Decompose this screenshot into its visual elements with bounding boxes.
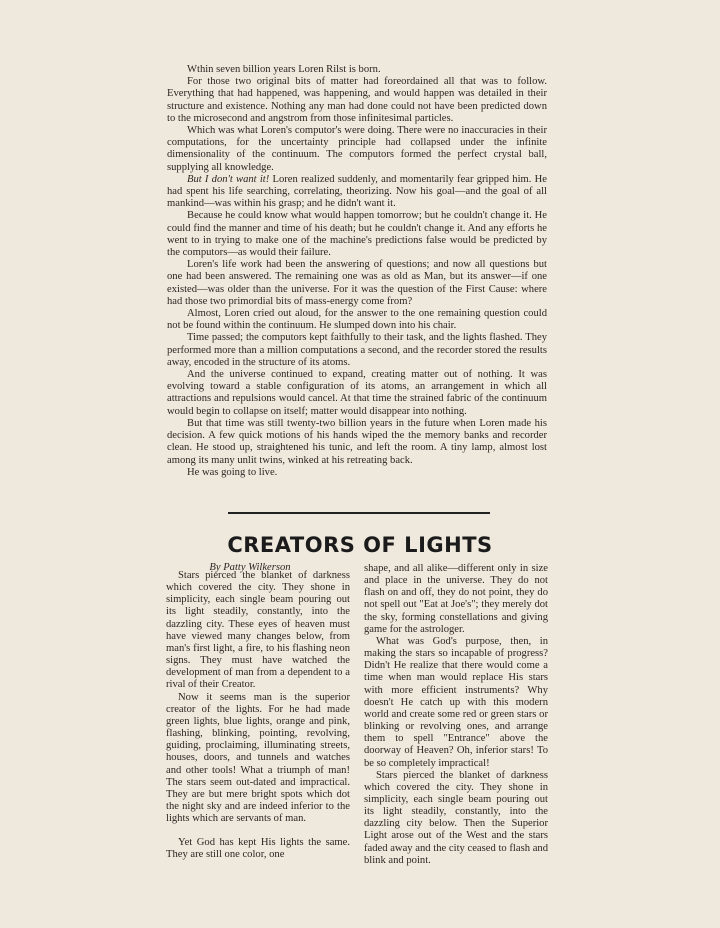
story-paragraph: Time passed; the computors kept faithfully to their task, and the lights flashed. They performed more than a million computations a second, and the recorder stored the results away, encoded in the structure of its atoms. (167, 332, 547, 368)
article-paragraph: Stars pierced the blanket of darkness which covered the city. They shone in simplicity, each single beam pouring out its light steadily, constantly, into the dazzling city. These eyes of heaven must have viewed many changes below, from man's first light, a fire, to his flashing neon signs. They must have watched the development of man from a dependent to a rival of their Creator. (166, 570, 350, 691)
article-paragraph: Yet God has kept His lights the same. They are still one color, one (166, 837, 350, 861)
article-paragraph: Stars pierced the blanket of darkness which covered the city. They shone in simplicity, each single beam pouring out its light steadily, constantly, into the dazzling city below. Then the Superior Light arose out of the West and the stars faded away and the city ceased to flash and blink and point. (364, 769, 548, 866)
story-paragraph: And the universe continued to expand, creating matter out of nothing. It was evolving toward a stable configuration of its atoms, an arrangement in which all attractions and repulsions would cancel. At that time the strained fabric of the continuum would begin to collapse on itself; matter would disappear into nothing. (167, 369, 547, 417)
story-paragraph: Loren's life work had been the answering of questions; and now all questions but one had been answered. The remaining one was as old as Man, but its answer—if one existed—was older than the universe. For it was the question of the First Cause: where had those two primordial bits of mass-energy come from? (167, 259, 547, 307)
story-paragraph: Which was what Loren's computor's were doing. There were no inaccuracies in their computations, for the uncertainty principle had collapsed under the infinite dimensionality of the continuum. The computors formed the perfect crystal ball, supplying all knowledge. (167, 125, 547, 173)
italic-exclamation: But I don't want it! (187, 173, 270, 185)
story-paragraph: Wthin seven billion years Loren Rilst is born. (187, 64, 381, 75)
story-paragraph: But that time was still twenty-two billion years in the future when Loren made his decision. A few quick motions of his hands wiped the the memory banks and recorder clean. He stood up, straightened his tunic, and left the room. A tiny lamp, almost lost among its many unlit twins, winked at his retreating back. (167, 417, 547, 466)
article-title: CREATORS OF LIGHTS (227, 533, 493, 557)
byline: By Patty Wilkerson (209, 562, 291, 573)
story-paragraph (167, 174, 547, 211)
paragraph-spacer (166, 825, 350, 837)
story-paragraph: For those two original bits of matter had foreordained all that was to follow. Everything that had happened, was happening, and would happen was detailed in their structure and existence. Nothing any man had done could not have been predicted down to the microsecond and angstrom from those infinitesimal particles. (167, 76, 547, 124)
story-paragraph: Because he could know what would happen tomorrow; but he couldn't change it. He could find the manner and time of his death; but he couldn't change it. And any efforts he went to in trying to make one of the machine's predictions false would be predicted by the computors—as would their failure. (167, 210, 547, 259)
story-continuation (167, 64, 547, 479)
article-paragraph: What was God's purpose, then, in making the stars so incapable of progress? Didn't He realize that there would come a time when man would replace His stars with more efficient instruments? Why doesn't He catch up with this modern world and create some red or green stars or blinking or revolving ones, and arrange them to spell "Entrance" above the doorway of Heaven? Oh, inferior stars! To be so completely impractical! (364, 635, 548, 769)
article-paragraph: shape, and all alike—different only in size and place in the universe. They do not flash on and off, they do not point, they do not spell out "Eat at Joe's"; they merely dot the sky, forming constellations and giving game for the astrologer. (364, 563, 548, 635)
story-paragraph: He was going to live. (187, 466, 278, 478)
story-paragraph-text: Loren realized suddenly, and momentarily fear gripped him. He had spent his life searching, correlating, theorizing. Now his goal—and the goal of all mankind—was within his grasp; and he didn't want it. (167, 173, 548, 210)
article-paragraph: Now it seems man is the superior creator of the lights. For he had made green lights, blue lights, orange and pink, flashing, blinking, pointing, revolving, guiding, proclaiming, illuminating streets, houses, doors, and tunnels and watches and other tools! What a triumph of man! The stars seem out-dated and impractical. They are but mere bright spots which dot the night sky and are indeed inferior to the lights which are servants of man. (166, 691, 350, 825)
article-column-right (364, 563, 548, 867)
article-column-left (166, 570, 350, 862)
story-paragraph: Almost, Loren cried out aloud, for the answer to the one remaining question could not be found within the continuum. He slumped down into his chair. (167, 308, 547, 332)
section-divider (228, 512, 490, 514)
